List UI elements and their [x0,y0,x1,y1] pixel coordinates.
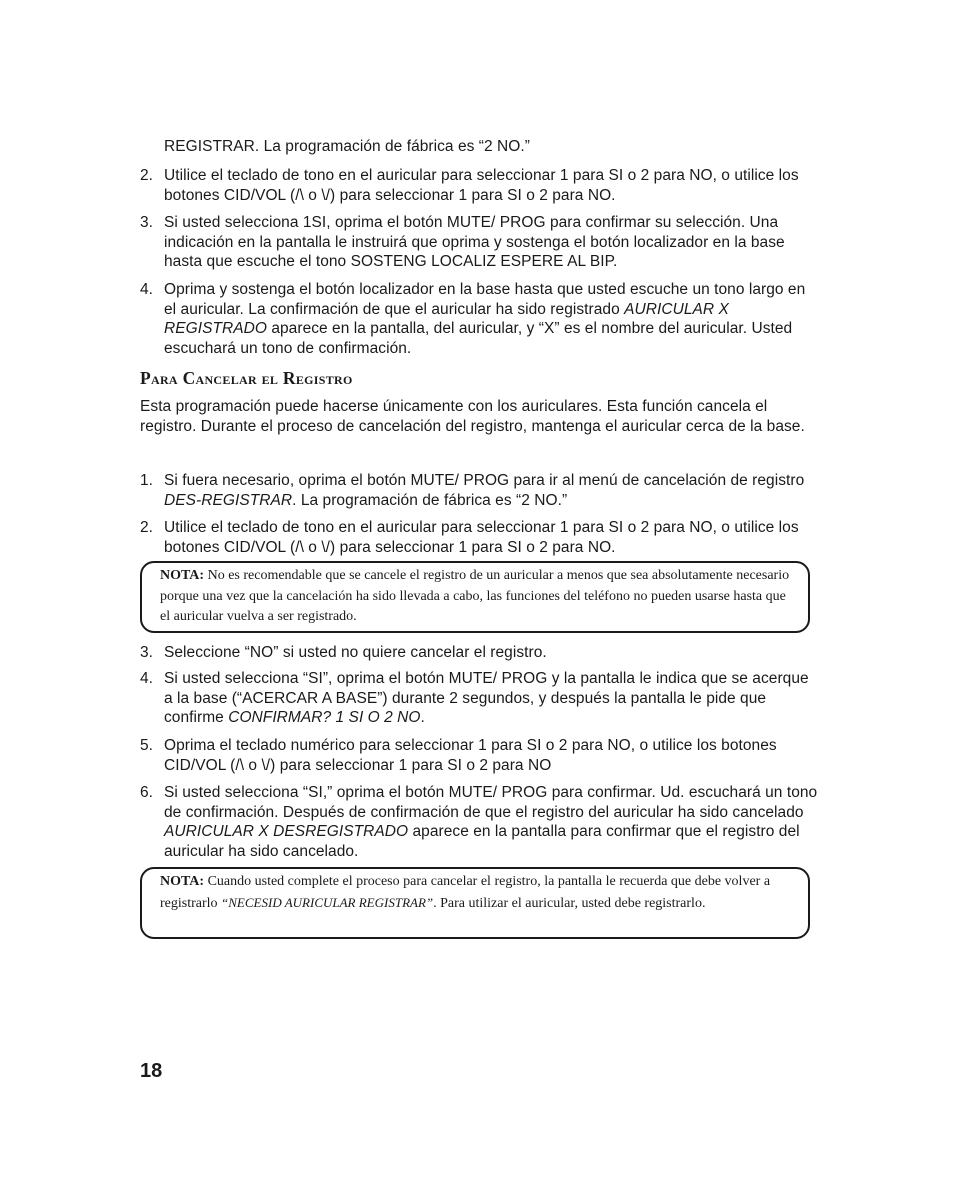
cancel-step-2 [140,518,820,557]
register-step-3 [140,213,820,272]
step-number: 2. [140,519,154,536]
step-text [164,783,820,861]
step-text: Seleccione “NO” si usted no quiere cancelar el registro. [164,644,547,661]
cancel-step-1 [140,471,820,510]
step-text-before: Si usted selecciona “SI,” oprima el botón MUTE/ PROG para confirmar. Ud. escuchará un tono de confirmación. Después de confirmación de que el registro del auricular ha sido cancelado [164,784,818,821]
note-box-1 [140,561,810,633]
continuation-text: REGISTRAR. La programación de fábrica es “2 NO.” [164,138,530,155]
step-text-before: Si usted selecciona “SI”, oprima el botón MUTE/ PROG y la pantalla le indica que se acerque a la base (“ACERCAR A BASE”) durante 2 segundos, y después la pantalla le pide que confirme [164,670,809,726]
note-label: NOTA: [160,874,205,889]
display-message: AURICULAR X DESREGISTRADO [164,823,409,840]
step-text: Utilice el teclado de tono en el auricular para seleccionar 1 para SI o 2 para NO, o utilice los botones CID/VOL (/\ o \/) para seleccionar 1 para SI o 2 para NO. [164,167,799,204]
step-text-before: Si fuera necesario, oprima el botón MUTE/ PROG para ir al menú de cancelación de registro [164,472,805,489]
display-message: “NECESID AURICULAR REGISTRAR” [221,894,434,910]
step-text-after: . [420,709,425,726]
note-label: NOTA: [160,568,205,583]
step-text: Utilice el teclado de tono en el auricular para seleccionar 1 para SI o 2 para NO, o utilice los botones CID/VOL (/\ o \/) para seleccionar 1 para SI o 2 para NO. [164,519,799,556]
step-number: 1. [140,472,154,489]
register-step-2 [140,166,820,205]
step-number: 4. [140,281,154,298]
step-text-after: aparece en la pantalla, del auricular, y “X” es el nombre del auricular. Usted escuchará un tono de confirmación. [164,320,793,357]
page-number: 18 [140,1060,163,1082]
step-number: 2. [140,167,154,184]
step-text: Oprima el teclado numérico para seleccionar 1 para SI o 2 para NO, o utilice los botones CID/VOL (/\ o \/) para seleccionar 1 para SI o 2 para NO [164,737,777,774]
display-message: AURICULAR X REGISTRADO [164,300,729,337]
step-text-after: aparece en la pantalla para confirmar que el registro del auricular ha sido cancelado. [164,823,800,860]
cancel-step-4 [140,669,820,728]
section-intro: Esta programación puede hacerse únicamente con los auriculares. Esta función cancela el registro. Durante el proceso de cancelación del registro, mantenga el auricular cerca de la base. [140,398,805,435]
step-number: 6. [140,784,154,801]
note-text: No es recomendable que se cancele el registro de un auricular a menos que sea absolutamente necesario porque una vez que la cancelación ha sido llevada a cabo, las funciones del teléfono no pueden usarse hasta que el auricular vuelva a ser registrado. [160,568,790,624]
cancel-step-5 [140,736,820,775]
step-text [164,471,820,510]
step-number: 3. [140,214,154,231]
display-message: CONFIRMAR? 1 SI O 2 NO [228,709,421,726]
step-number: 4. [140,670,154,687]
step-text-after: . La programación de fábrica es “2 NO.” [292,491,568,509]
note-box-2 [140,867,810,939]
step-text: Si usted selecciona 1SI, oprima el botón MUTE/ PROG para confirmar su selección. Una indicación en la pantalla le instruirá que oprima y sostenga el botón localizador en la base hasta que escuche el tono SOSTENG LOCALIZ ESPERE AL BIP. [164,214,785,270]
note-text-before: Cuando usted complete el proceso para cancelar el registro, la pantalla le recuerda que debe volver a registrarlo [160,874,771,911]
step-number: 5. [140,737,154,754]
display-message: DES-REGISTRAR [164,491,293,509]
step-text-before: Oprima y sostenga el botón localizador en la base hasta que usted escuche un tono largo en el auricular. La confirmación de que el auricular ha sido registrado [164,281,806,318]
register-step-4 [140,280,820,358]
step-text [164,280,820,358]
step-text [164,669,820,728]
step-number: 3. [140,644,154,661]
cancel-step-3 [140,643,820,663]
note-text-after: . Para utilizar el auricular, usted debe registrarlo. [433,895,706,911]
cancel-step-6 [140,783,820,861]
section-heading: Para Cancelar el Registro [140,368,353,388]
